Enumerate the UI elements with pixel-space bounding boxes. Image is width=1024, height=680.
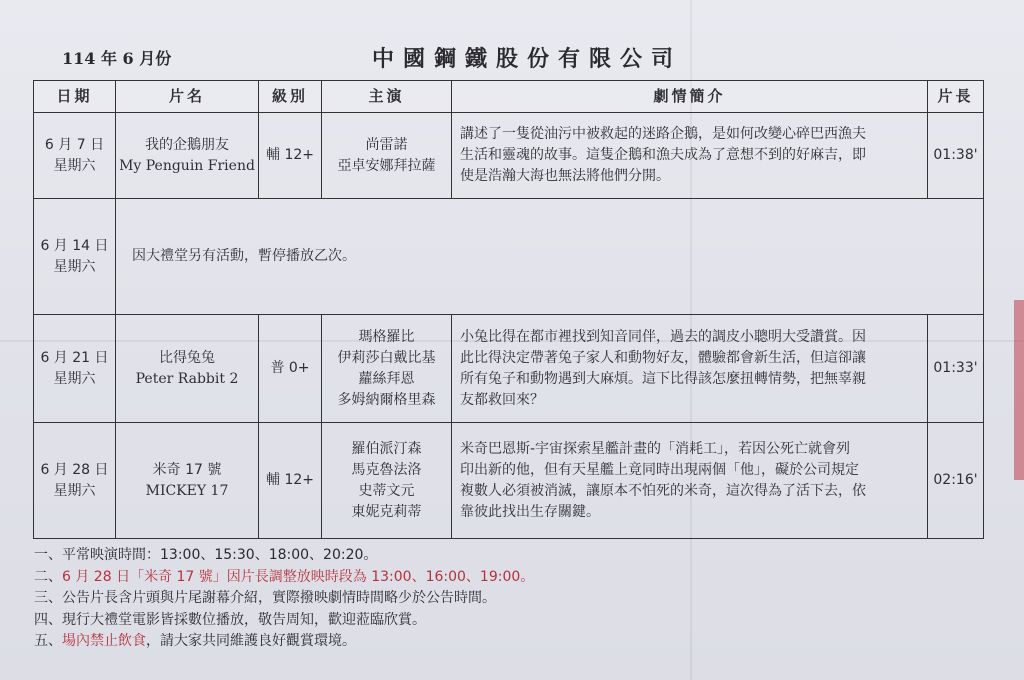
note-item [34,610,994,632]
table-header-row [34,81,984,113]
plot-line: 印出新的他，但有天星艦上竟同時出現兩個「他」，礙於公司規定 [460,461,859,478]
header-cast: 主演 [322,81,452,113]
table-row [34,113,984,199]
rating-cell: 輔 12+ [259,423,322,539]
date-cell [34,423,116,539]
title-zh: 我的企鵝朋友 [145,136,229,153]
plot-line: 此比得決定帶著兔子家人和動物好友，體驗都會新生活，但這卻讓 [460,349,866,366]
note-item [34,631,994,653]
note-text: ，請大家共同維護良好觀賞環境。 [146,633,356,649]
note-number: 五、 [34,633,62,649]
date: 6 月 21 日 [40,349,109,366]
cast-member: 伊莉莎白戴比基 [337,349,436,366]
plot-line: 小兔比得在都市裡找到知音同伴，過去的調皮小聰明大受讚賞。因 [460,328,866,345]
date-cell [34,315,116,423]
plot-line: 米奇巴恩斯-宇宙探索星艦計畫的「消耗工」，若因公死亡就會列 [460,440,851,457]
table-row [34,199,984,315]
company-title: 中國鋼鐵股份有限公司 [372,46,683,72]
note-text: 公告片長含片頭與片尾謝幕介紹，實際撥映劇情時間略少於公告時間。 [62,590,496,606]
plot-line: 所有兔子和動物遇到大麻煩。這下比得該怎麼扭轉情勢，把無辜親 [460,370,866,387]
weekday: 星期六 [53,157,96,174]
cast-member: 尚雷諾 [365,136,408,153]
plot-cell [452,423,928,539]
weekday: 星期六 [53,482,96,499]
table-row [34,315,984,423]
title-en: MICKEY 17 [145,482,229,499]
cast-member: 蘿絲拜恩 [358,370,415,387]
plot-line: 生活和靈魂的故事。這隻企鵝和漁夫成為了意想不到的好麻吉，即 [460,147,866,163]
header-title: 片名 [116,81,259,113]
note-text: 平常映演時間：13:00、15:30、18:00、20:20。 [62,547,378,563]
date: 6 月 28 日 [40,461,109,478]
title-en: Peter Rabbit 2 [135,370,239,387]
title-zh: 比得兔兔 [159,349,215,366]
cast-member: 多姆納爾格里森 [337,391,436,408]
plot-line: 友都救回來？ [460,391,544,408]
cast-cell [322,113,452,199]
cast-member: 羅伯派汀森 [351,440,422,457]
title-cell [116,315,259,423]
weekday: 星期六 [53,258,96,275]
plot-cell [452,315,928,423]
note-number: 二、 [34,568,62,585]
notes-list [34,545,994,653]
rating-cell: 普 0+ [259,315,322,423]
title-zh: 米奇 17 號 [152,461,222,478]
plot-line: 使是浩瀚大海也無法將他們分開。 [460,168,670,184]
cast-member: 史蒂文元 [358,482,415,499]
cast-member: 亞卓安娜拜拉薩 [337,157,436,174]
title-cell [116,113,259,199]
rating-cell: 輔 12+ [259,113,322,199]
header-rating: 級別 [259,81,322,113]
length-cell: 02:16' [928,423,984,539]
note-item [34,567,994,589]
note-number: 四、 [34,611,62,628]
suspension-notice: 因大禮堂另有活動，暫停播放乙次。 [116,199,984,315]
note-number: 三、 [34,590,62,606]
edge-red-mark [1014,300,1024,480]
cast-member: 瑪格羅比 [358,328,415,345]
title-cell [116,423,259,539]
plot-line: 講述了一隻從油污中被救起的迷路企鵝，是如何改變心碎巴西漁夫 [460,126,866,142]
year-month-label: 114 年 6 月份 [62,49,172,68]
table-row [34,423,984,539]
plot-line: 靠彼此找出生存關鍵。 [460,503,600,520]
note-item [34,545,994,567]
length-cell: 01:38' [928,113,984,199]
cast-member: 馬克魯法洛 [351,461,422,478]
cast-cell [322,315,452,423]
header-length: 片長 [928,81,984,113]
plot-line: 複數人必須被消滅，讓原本不怕死的米奇，這次得為了活下去，依 [460,482,866,499]
date: 6 月 14 日 [40,237,109,254]
cast-cell [322,423,452,539]
date: 6 月 7 日 [44,136,105,153]
header-date: 日期 [34,81,116,113]
schedule-table [33,80,984,539]
note-highlight: 6 月 28 日「米奇 17 號」因片長調整放映時段為 13:00、16:00、19:00。 [62,568,535,585]
date-cell [34,113,116,199]
header-plot: 劇情簡介 [452,81,928,113]
length-cell: 01:33' [928,315,984,423]
note-text: 現行大禮堂電影皆採數位播放，敬告周知，歡迎蒞臨欣賞。 [62,611,426,628]
note-highlight: 場內禁止飲食 [62,633,146,649]
date-cell [34,199,116,315]
weekday: 星期六 [53,370,96,387]
note-number: 一、 [34,547,62,563]
title-en: My Penguin Friend [119,157,255,174]
plot-cell [452,113,928,199]
cast-member: 東妮克莉蒂 [351,503,422,520]
note-item [34,588,994,610]
